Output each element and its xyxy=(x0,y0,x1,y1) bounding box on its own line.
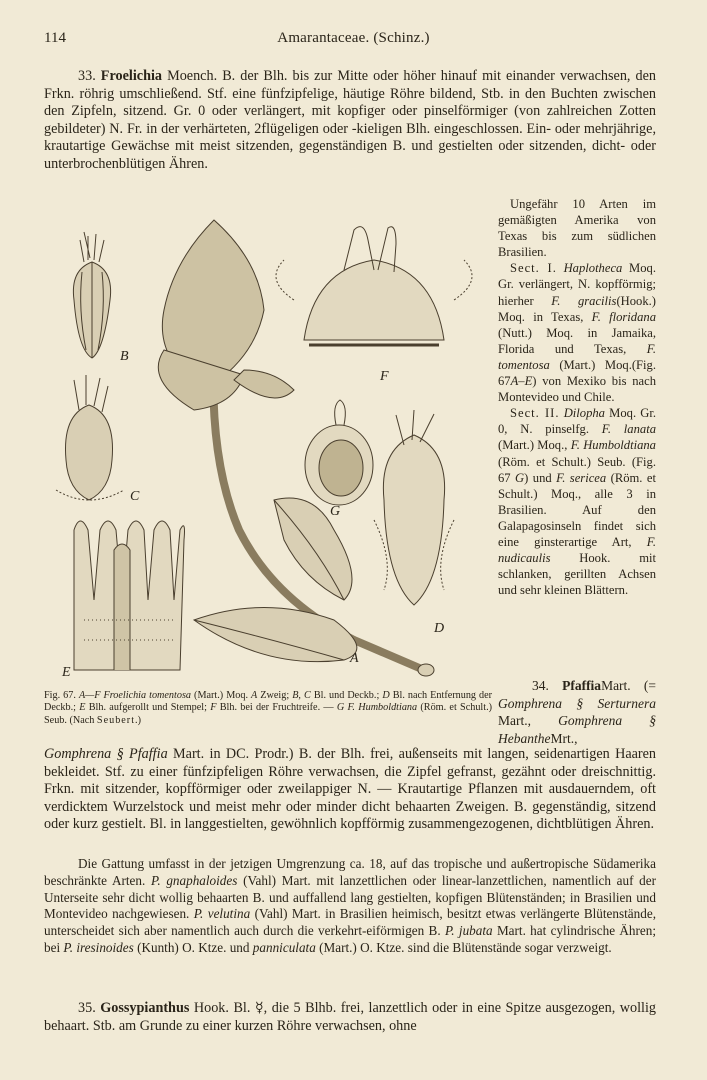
figure-label-a: A xyxy=(350,651,359,666)
figure-label-g: G xyxy=(330,504,341,519)
genus-33-author: Moench. xyxy=(167,68,218,84)
figure-label-d: D xyxy=(434,621,445,636)
figure-label-f: F xyxy=(380,369,389,384)
genus-34-author: Mart. xyxy=(601,678,631,693)
genus-33-name: Froelichia xyxy=(100,68,163,84)
running-head: Amarantaceae. (Schinz.) xyxy=(277,30,430,46)
genus-35-name: Gossypianthus xyxy=(100,1000,190,1016)
page-number: 114 xyxy=(44,30,66,46)
sidebar-section-1: Sect. I. Haplotheca Moq. Gr. verlängert, N. kopfförmig; hierher F. gracilis(Hook.) Moq. in Texas, F. floridana (Nutt.) Moq. in Jamaika, Florida und Texas, F. tomentosa (Mart.) Moq.(Fig. 67A–E) von Mexiko bis nach Montevideo und Chile. xyxy=(498,261,656,405)
genus-33-text: B. der Blh. bis zur Mitte oder höher hinauf mit einander verwachsen, den Frkn. röhrig umschließend. Stf. eine fünfzipfelige, häutige Röhre bildend, Stb. in den Buchten zwischen den Zipfeln, sitzend. Gr. 0 oder verlängert, mit kopfiger oder pinselförmiger (von zahlreichen Zotten gebildeter) N. Fr. in der verhärteten, 2flügeligen oder -kieligen Blh. eingeschlossen. Ein- oder mehrjährige, krautartige Gewächse mit meist sitzenden, gegenständigen B. und gestielten oder sitzenden, dicht- oder unterbrochenblütigen Ähren. xyxy=(44,68,656,172)
figure-label-e: E xyxy=(62,665,71,680)
sidebar-species-notes xyxy=(498,196,656,598)
genus-34-heading: 34. PfaffiaMart. (= Gomphrena § Serturnera Mart., Gomphrena § HebantheMrt., xyxy=(498,678,656,746)
figure-part-f xyxy=(276,227,472,345)
sidebar-section-2: Sect. II. Dilopha Moq. Gr. 0, N. pinselfg. F. lanata (Mart.) Moq., F. Humboldtiana (Röm. et Schult.) Seub. (Fig. 67 G) und F. sericea (Röm. et Schult.) Moq., alle 3 in Brasilien. Auf den Galapagosinseln findet sich eine ginsterartige Art, F. nudicaulis Hook. mit schlanken, gerillten Achsen und sehr kleinen Blättern. xyxy=(498,406,656,598)
figure-part-d xyxy=(374,410,454,605)
genus-34-number: 34. xyxy=(532,678,549,693)
figure-67-illustration xyxy=(44,200,492,685)
figure-caption: Fig. 67. A—F Froelichia tomentosa (Mart.) Moq. A Zweig; B, C Bl. und Deckb.; D Bl. nach Entfernung der Deckb.; E Blh. aufgerollt und Stempel; F Blh. bei der Fruchtreife. — G F. Humboldtiana (Röm. et Schult.) Seub. (Nach Seubert.) xyxy=(44,690,493,726)
figure-part-b xyxy=(73,232,110,358)
genus-33-description xyxy=(44,68,656,174)
genus-35-number: 35. xyxy=(78,1000,96,1016)
genus-35-author: Hook. xyxy=(193,1000,229,1016)
sidebar-intro: Ungefähr 10 Arten im gemäßigten Amerika von Texas bis zum südlichen Brasilien. xyxy=(498,197,656,260)
genus-34-name: Pfaffia xyxy=(562,678,602,693)
figure-label-c: C xyxy=(130,489,140,504)
figure-part-g xyxy=(305,400,373,505)
genus-34-description: Gomphrena § Pfaffia Mart. in DC. Prodr.) B. der Blh. frei, außenseits mit langen, seidenartigen Haaren bekleidet. Stf. zu einer fünfzipfeligen Röhre verwachsen, die Zipfel gefranst, gezähnt oder dreischnittig. Frkn. mit sitzender, kopfförmiger oder zweilappiger N. — Krautartige Pflanzen mit ausdauerndem, oft verdicktem Wurzelstock und meist mehr oder minder dicht behaarten Zweigen. B. gegenständig, sitzend oder kurz gestielt. Bl. in langgestielten, gewöhnlich kopfförmig zusammengezogenen, dichtblütigen Ähren. xyxy=(44,746,657,833)
figure-label-b: B xyxy=(120,349,129,364)
genus-33-number: 33. xyxy=(78,68,96,84)
genus-34-species-notes: Die Gattung umfasst in der jetzigen Umgrenzung ca. 18, auf das tropische und außertropische Südamerika beschränkte Arten. P. gnaphaloides (Vahl) Mart. mit lanzettlichen oder linear-lanzettlichen, namentlich auf der Unterseite sehr dicht wollig behaarten B. und auffallend lang gestielten, kopfigen Blütenständen; in Brasilien und Montevideo nachgewiesen. P. velutina (Vahl) Mart. in Brasilien heimisch, besitzt etwas verlängerte Blütenstände, unterscheidet sich aber namentlich auch durch die verkehrt-eiförmigen B. P. jubata Mart. hat cylindrische Ähren; bei P. iresinoides (Kunth) O. Ktze. und panniculata (Mart.) O. Ktze. sind die Blütenstände sogar verzweigt. xyxy=(44,856,657,955)
figure-part-e xyxy=(74,521,185,670)
genus-35-description: 35. Gossypianthus Hook. Bl. ☿, die 5 Blhb. frei, lanzettlich oder in eine Spitze ausgezogen, wollig behaart. Stb. am Grunde zu einer kurzen Röhre verwachsen, ohne xyxy=(44,1000,657,1034)
figure-part-c xyxy=(56,375,124,500)
hermaphrodite-symbol: ☿ xyxy=(254,1000,264,1016)
